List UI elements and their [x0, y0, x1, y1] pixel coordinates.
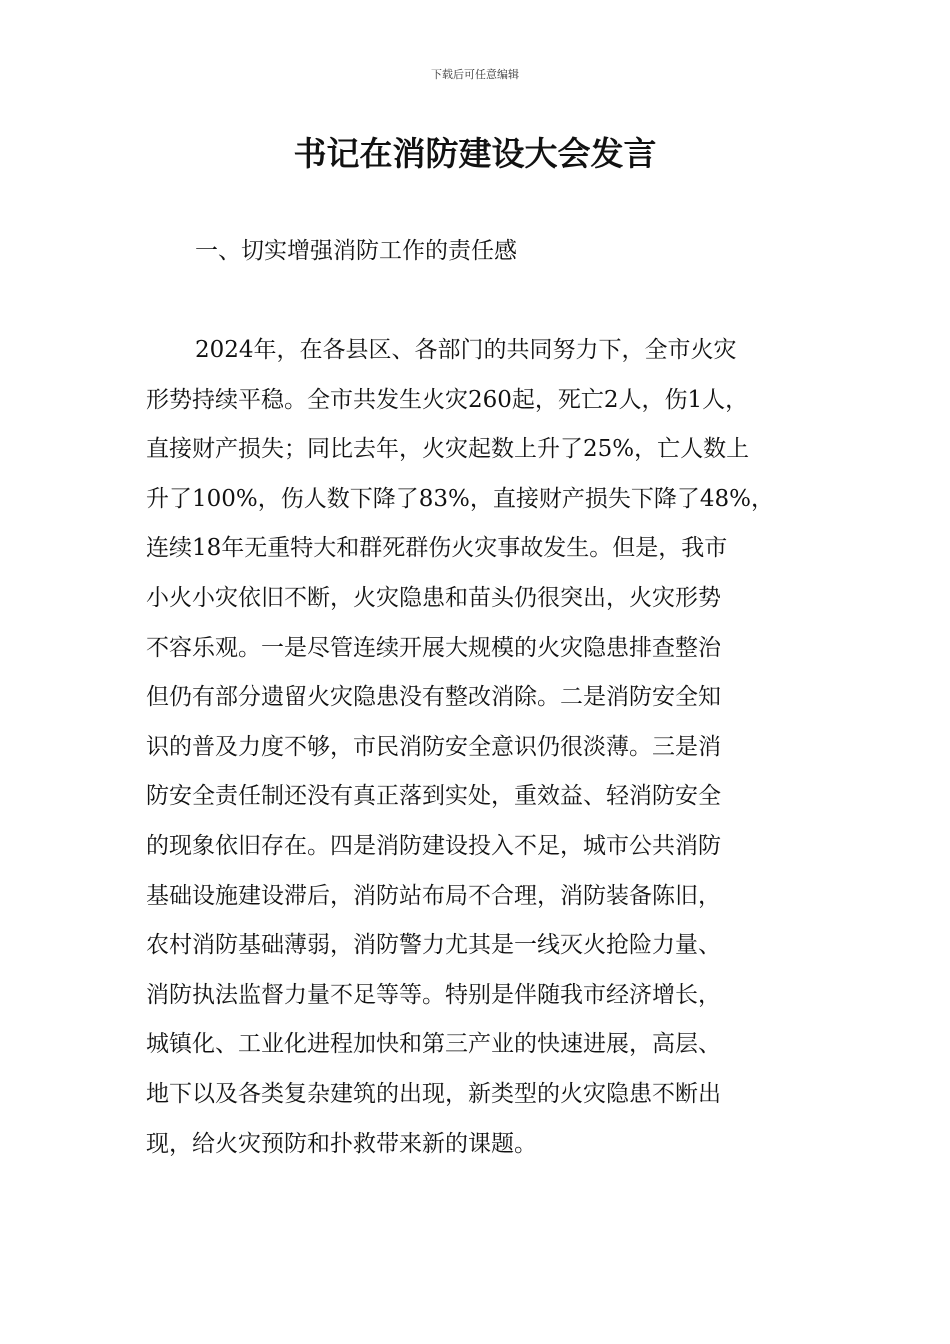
paragraph-line: 不容乐观。一是尽管连续开展大规模的火灾隐患排查整治	[146, 634, 721, 661]
paragraph-line: 农村消防基础薄弱，消防警力尤其是一线灭火抢险力量、	[146, 932, 721, 959]
paragraph-line: 小火小灾依旧不断，火灾隐患和苗头仍很突出，火灾形势	[146, 584, 721, 611]
paragraph-line: 升了100%，伤人数下降了83%，直接财产损失下降了48%，	[146, 485, 774, 512]
section-heading: 一、切实增强消防工作的责任感	[195, 238, 517, 264]
paragraph-line: 防安全责任制还没有真正落到实处，重效益、轻消防安全	[146, 783, 721, 810]
header-note: 下载后可任意编辑	[431, 68, 519, 81]
paragraph-line: 基础设施建设滞后，消防站布局不合理，消防装备陈旧，	[146, 882, 721, 909]
paragraph-line: 直接财产损失；同比去年，火灾起数上升了25%，亡人数上	[146, 436, 750, 463]
paragraph-line: 形势持续平稳。全市共发生火灾260起，死亡2人，伤1人，	[146, 386, 749, 413]
paragraph-line: 但仍有部分遗留火灾隐患没有整改消除。二是消防安全知	[146, 684, 721, 711]
paragraph-line: 的现象依旧存在。四是消防建设投入不足，城市公共消防	[146, 832, 721, 859]
paragraph-line: 2024年，在各县区、各部门的共同努力下，全市火灾	[195, 337, 737, 363]
body-paragraph	[146, 330, 836, 1173]
document-title: 书记在消防建设大会发言	[293, 134, 657, 173]
paragraph-line: 识的普及力度不够，市民消防安全意识仍很淡薄。三是消	[146, 733, 721, 760]
paragraph-line: 城镇化、工业化进程加快和第三产业的快速进展，高层、	[146, 1031, 721, 1058]
paragraph-line: 连续18年无重特大和群死群伤火灾事故发生。但是，我市	[146, 535, 728, 562]
paragraph-line: 地下以及各类复杂建筑的出现，新类型的火灾隐患不断出	[146, 1080, 721, 1107]
paragraph-line: 消防执法监督力量不足等等。特别是伴随我市经济增长，	[146, 981, 721, 1008]
paragraph-line: 现，给火灾预防和扑救带来新的课题。	[146, 1130, 537, 1157]
